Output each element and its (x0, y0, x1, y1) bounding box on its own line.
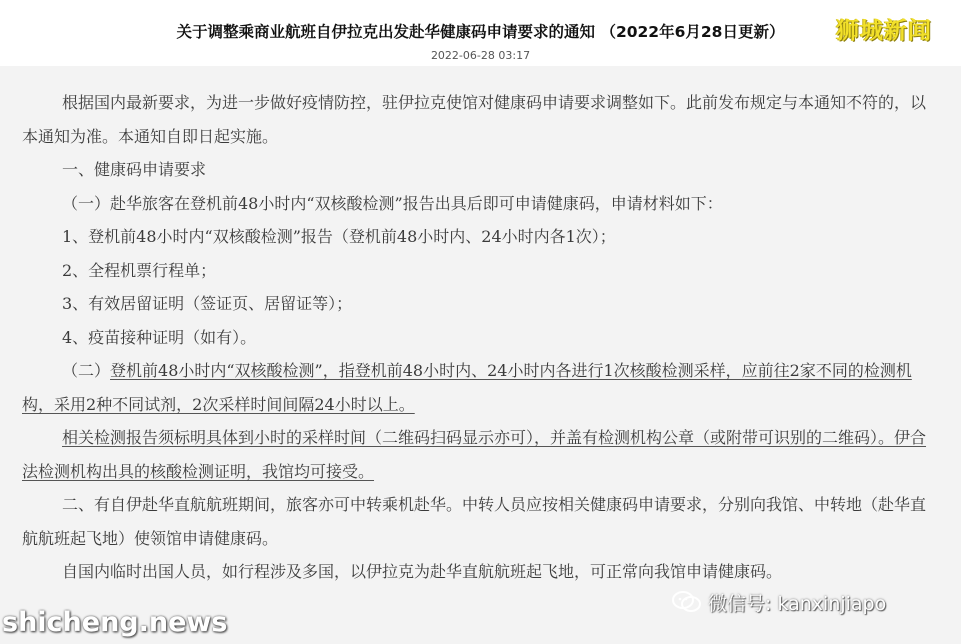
article-body (0, 66, 961, 644)
subsection-2 (22, 354, 937, 421)
page-title: 关于调整乘商业航班自伊拉克出发赴华健康码申请要求的通知 （2022年6月28日更新） (176, 23, 785, 41)
list-item: 3、有效居留证明（签证页、居留证等）； (62, 294, 353, 313)
section-heading-1: 一、健康码申请要求 (62, 160, 207, 179)
subsection-2-prefix: （二） (62, 361, 111, 380)
brand-logo: 狮城新闻 (836, 18, 932, 44)
wechat-watermark (672, 588, 952, 616)
subsection-2-text: 登机前48小时内“双核酸检测”，指登机前48小时内、24小时内各进行1次核酸检测采样，应前往2家不同的检测机构，采用2种不同试剂，2次采样时间间隔24小时以上。 (22, 361, 912, 414)
publish-date: 2022-06-28 03:17 (430, 49, 531, 62)
subsection-1: （一）赴华旅客在登机前48小时内“双核酸检测”报告出具后即可申请健康码，申请材料如下： (62, 193, 723, 213)
list-item: 4、疫苗接种证明（如有）。 (62, 327, 257, 347)
list-item: 1、登机前48小时内“双核酸检测”报告（登机前48小时内、24小时内各1次）； (62, 227, 616, 246)
wechat-id: 微信号: kanxinjiapo (708, 592, 887, 615)
wechat-icon (672, 591, 702, 613)
list-item: 2、全程机票行程单； (62, 260, 217, 280)
note-text: 相关检测报告须标明具体到小时的采样时间（二维码扫码显示亦可），并盖有检测机构公章（或附带可识别的二维码）。伊合法检测机构出具的核酸检测证明，我馆均可接受。 (22, 428, 927, 481)
partial-paragraph: 自国内临时出国人员，如行程涉及多国，以伊拉克为赴华直航航班起飞地，可正常向我馆申请健康码。 (62, 562, 783, 581)
site-watermark: shicheng.news (2, 607, 228, 638)
note-paragraph (22, 421, 937, 488)
section-heading-2: 二、有自伊赴华直航航班期间，旅客亦可中转乘机赴华。中转人员应按相关健康码申请要求，分别向我馆、中转地（赴华直航航班起飞地）使领馆申请健康码。 (22, 495, 927, 548)
article-header (0, 0, 961, 66)
article-content (22, 86, 937, 589)
intro-paragraph: 根据国内最新要求，为进一步做好疫情防控，驻伊拉克使馆对健康码申请要求调整如下。此前发布规定与本通知不符的，以本通知为准。本通知自即日起实施。 (22, 93, 927, 146)
